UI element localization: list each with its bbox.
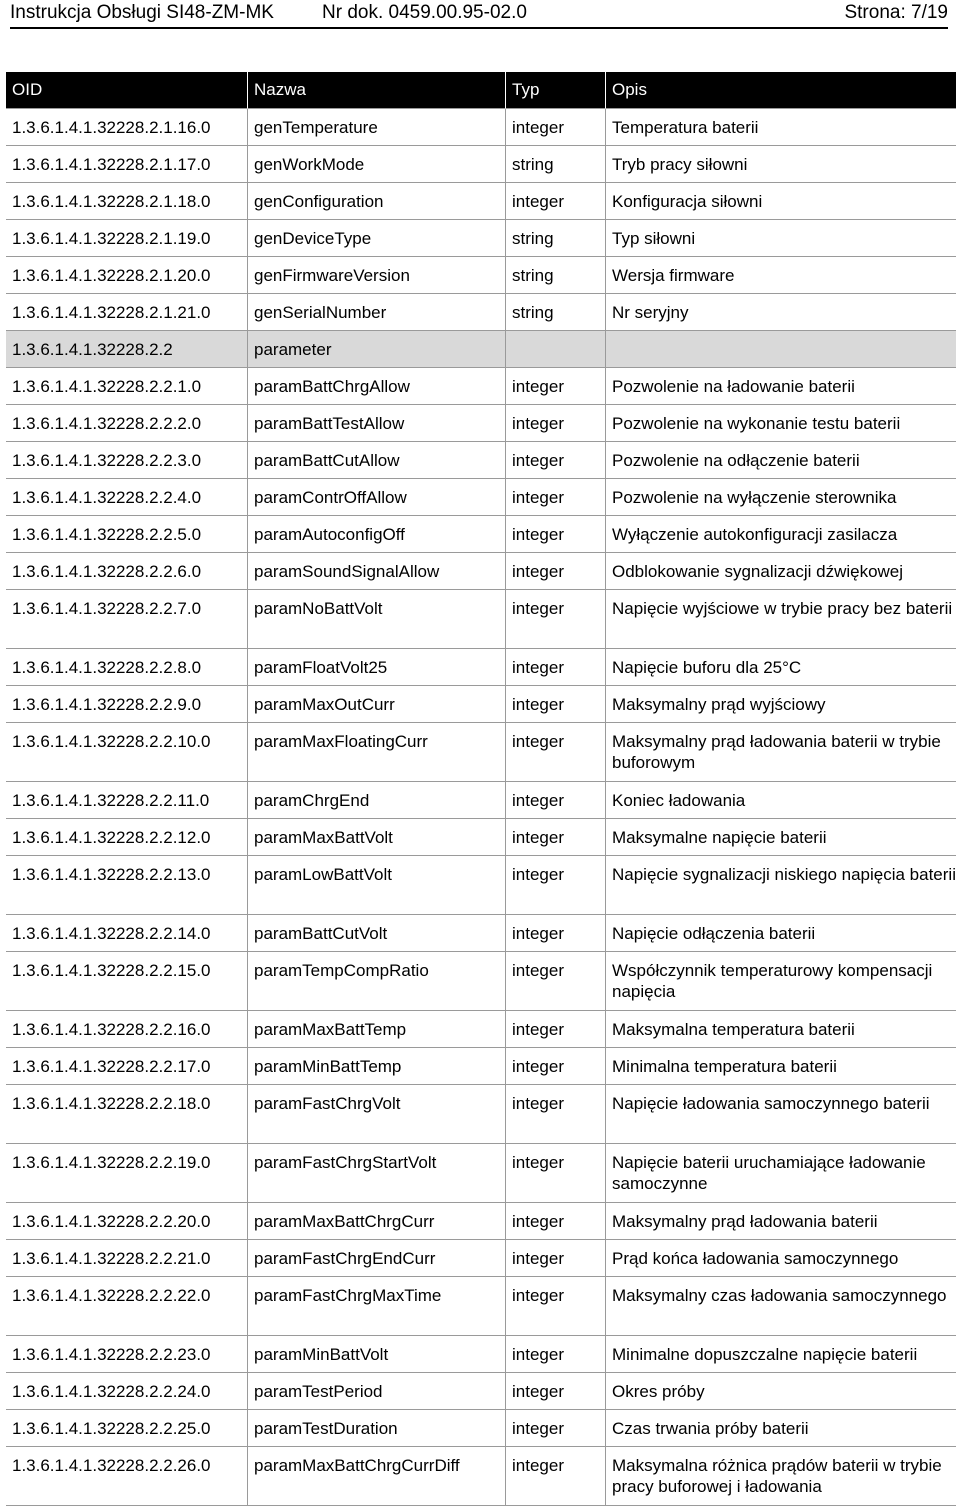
table-row (6, 1085, 956, 1144)
name-cell: paramBattChrgAllow (248, 368, 506, 405)
table-row (6, 1011, 956, 1048)
type-cell: integer (506, 479, 606, 516)
table-row (6, 856, 956, 915)
description-cell: Konfiguracja siłowni (606, 183, 956, 220)
description-cell: Pozwolenie na odłączenie baterii (606, 442, 956, 479)
type-cell: integer (506, 1410, 606, 1447)
column-header-description: Opis (606, 72, 956, 109)
type-cell: integer (506, 856, 606, 915)
oid-cell: 1.3.6.1.4.1.32228.2.2.16.0 (6, 1011, 248, 1048)
table-row (6, 1144, 956, 1203)
table-group-row (6, 331, 956, 368)
oid-cell: 1.3.6.1.4.1.32228.2.2.3.0 (6, 442, 248, 479)
name-cell: paramTestPeriod (248, 1373, 506, 1410)
type-cell: string (506, 257, 606, 294)
oid-cell: 1.3.6.1.4.1.32228.2.2.8.0 (6, 649, 248, 686)
description-cell: Koniec ładowania (606, 782, 956, 819)
type-cell: integer (506, 686, 606, 723)
type-cell: integer (506, 590, 606, 649)
column-header-oid: OID (6, 72, 248, 109)
type-cell: integer (506, 1336, 606, 1373)
type-cell: integer (506, 1240, 606, 1277)
column-header-name: Nazwa (248, 72, 506, 109)
oid-cell: 1.3.6.1.4.1.32228.2.2.25.0 (6, 1410, 248, 1447)
description-cell: Prąd końca ładowania samoczynnego (606, 1240, 956, 1277)
name-cell: parameter (248, 331, 506, 368)
name-cell: paramMinBattVolt (248, 1336, 506, 1373)
oid-cell: 1.3.6.1.4.1.32228.2.2 (6, 331, 248, 368)
type-cell: integer (506, 952, 606, 1011)
description-cell: Maksymalny czas ładowania samoczynnego (606, 1277, 956, 1336)
name-cell: genTemperature (248, 109, 506, 146)
description-cell: Wyłączenie autokonfiguracji zasilacza (606, 516, 956, 553)
oid-cell: 1.3.6.1.4.1.32228.2.2.20.0 (6, 1203, 248, 1240)
name-cell: genConfiguration (248, 183, 506, 220)
type-cell: integer (506, 723, 606, 782)
oid-table (6, 72, 956, 1506)
table-row (6, 686, 956, 723)
description-cell: Napięcie sygnalizacji niskiego napięcia baterii (606, 856, 956, 915)
description-cell: Maksymalna temperatura baterii (606, 1011, 956, 1048)
type-cell: integer (506, 1277, 606, 1336)
oid-cell: 1.3.6.1.4.1.32228.2.2.18.0 (6, 1085, 248, 1144)
name-cell: paramBattCutVolt (248, 915, 506, 952)
table-row (6, 952, 956, 1011)
type-cell: integer (506, 1144, 606, 1203)
oid-cell: 1.3.6.1.4.1.32228.2.1.18.0 (6, 183, 248, 220)
oid-cell: 1.3.6.1.4.1.32228.2.2.22.0 (6, 1277, 248, 1336)
oid-cell: 1.3.6.1.4.1.32228.2.2.9.0 (6, 686, 248, 723)
table-row (6, 1203, 956, 1240)
description-cell: Współczynnik temperaturowy kompensacji napięcia (606, 952, 956, 1011)
type-cell: integer (506, 819, 606, 856)
table-row (6, 146, 956, 183)
page-number: Strona: 7/19 (844, 2, 948, 23)
name-cell: paramMinBattTemp (248, 1048, 506, 1085)
name-cell: paramBattTestAllow (248, 405, 506, 442)
name-cell: paramFastChrgVolt (248, 1085, 506, 1144)
table-header-row (6, 72, 956, 109)
document-number: Nr dok. 0459.00.95-02.0 (322, 2, 527, 23)
oid-cell: 1.3.6.1.4.1.32228.2.2.13.0 (6, 856, 248, 915)
oid-cell: 1.3.6.1.4.1.32228.2.2.19.0 (6, 1144, 248, 1203)
description-cell: Nr seryjny (606, 294, 956, 331)
type-cell: integer (506, 1085, 606, 1144)
type-cell: string (506, 220, 606, 257)
name-cell: paramSoundSignalAllow (248, 553, 506, 590)
type-cell: integer (506, 553, 606, 590)
oid-cell: 1.3.6.1.4.1.32228.2.1.16.0 (6, 109, 248, 146)
description-cell: Napięcie odłączenia baterii (606, 915, 956, 952)
page-header (0, 0, 960, 46)
description-cell: Maksymalna różnica prądów baterii w trybie pracy buforowej i ładowania (606, 1447, 956, 1506)
name-cell: paramTestDuration (248, 1410, 506, 1447)
type-cell (506, 331, 606, 368)
name-cell: paramMaxBattTemp (248, 1011, 506, 1048)
name-cell: genFirmwareVersion (248, 257, 506, 294)
name-cell: paramTempCompRatio (248, 952, 506, 1011)
name-cell: genDeviceType (248, 220, 506, 257)
table-row (6, 183, 956, 220)
oid-cell: 1.3.6.1.4.1.32228.2.2.21.0 (6, 1240, 248, 1277)
table-row (6, 723, 956, 782)
oid-cell: 1.3.6.1.4.1.32228.2.2.23.0 (6, 1336, 248, 1373)
description-cell: Maksymalny prąd ładowania baterii (606, 1203, 956, 1240)
type-cell: integer (506, 516, 606, 553)
table-row (6, 1277, 956, 1336)
table-row (6, 1373, 956, 1410)
header-divider (10, 27, 948, 29)
description-cell: Okres próby (606, 1373, 956, 1410)
description-cell: Napięcie buforu dla 25°C (606, 649, 956, 686)
type-cell: integer (506, 1048, 606, 1085)
name-cell: paramMaxFloatingCurr (248, 723, 506, 782)
description-cell: Minimalna temperatura baterii (606, 1048, 956, 1085)
table-row (6, 405, 956, 442)
table-row (6, 516, 956, 553)
table-row (6, 819, 956, 856)
type-cell: integer (506, 1203, 606, 1240)
type-cell: integer (506, 1447, 606, 1506)
name-cell: genSerialNumber (248, 294, 506, 331)
table-row (6, 1240, 956, 1277)
name-cell: paramMaxBattChrgCurrDiff (248, 1447, 506, 1506)
document-title: Instrukcja Obsługi SI48-ZM-MK (10, 2, 274, 23)
description-cell: Pozwolenie na wykonanie testu baterii (606, 405, 956, 442)
oid-cell: 1.3.6.1.4.1.32228.2.2.17.0 (6, 1048, 248, 1085)
name-cell: paramChrgEnd (248, 782, 506, 819)
name-cell: paramFastChrgEndCurr (248, 1240, 506, 1277)
type-cell: integer (506, 782, 606, 819)
oid-cell: 1.3.6.1.4.1.32228.2.2.10.0 (6, 723, 248, 782)
name-cell: paramNoBattVolt (248, 590, 506, 649)
description-cell: Wersja firmware (606, 257, 956, 294)
oid-cell: 1.3.6.1.4.1.32228.2.2.6.0 (6, 553, 248, 590)
table-row (6, 442, 956, 479)
table-row (6, 1447, 956, 1506)
description-cell: Napięcie wyjściowe w trybie pracy bez baterii (606, 590, 956, 649)
oid-cell: 1.3.6.1.4.1.32228.2.2.24.0 (6, 1373, 248, 1410)
description-cell: Pozwolenie na ładowanie baterii (606, 368, 956, 405)
description-cell: Maksymalny prąd wyjściowy (606, 686, 956, 723)
type-cell: integer (506, 405, 606, 442)
table-row (6, 294, 956, 331)
description-cell: Odblokowanie sygnalizacji dźwiękowej (606, 553, 956, 590)
type-cell: integer (506, 183, 606, 220)
table-row (6, 1048, 956, 1085)
description-cell (606, 331, 956, 368)
description-cell: Tryb pracy siłowni (606, 146, 956, 183)
name-cell: paramMaxOutCurr (248, 686, 506, 723)
type-cell: string (506, 294, 606, 331)
table-row (6, 649, 956, 686)
name-cell: paramMaxBattChrgCurr (248, 1203, 506, 1240)
description-cell: Napięcie baterii uruchamiające ładowanie samoczynne (606, 1144, 956, 1203)
table-row (6, 479, 956, 516)
oid-cell: 1.3.6.1.4.1.32228.2.2.11.0 (6, 782, 248, 819)
table-row (6, 1410, 956, 1447)
oid-cell: 1.3.6.1.4.1.32228.2.2.1.0 (6, 368, 248, 405)
type-cell: integer (506, 109, 606, 146)
oid-cell: 1.3.6.1.4.1.32228.2.2.15.0 (6, 952, 248, 1011)
oid-cell: 1.3.6.1.4.1.32228.2.2.4.0 (6, 479, 248, 516)
table-row (6, 782, 956, 819)
description-cell: Pozwolenie na wyłączenie sterownika (606, 479, 956, 516)
name-cell: paramFastChrgStartVolt (248, 1144, 506, 1203)
table-row (6, 109, 956, 146)
table-body (6, 109, 956, 1506)
description-cell: Czas trwania próby baterii (606, 1410, 956, 1447)
type-cell: integer (506, 442, 606, 479)
oid-cell: 1.3.6.1.4.1.32228.2.2.2.0 (6, 405, 248, 442)
name-cell: paramFastChrgMaxTime (248, 1277, 506, 1336)
table-row (6, 915, 956, 952)
type-cell: integer (506, 915, 606, 952)
table-row (6, 220, 956, 257)
table-row (6, 1336, 956, 1373)
type-cell: string (506, 146, 606, 183)
oid-cell: 1.3.6.1.4.1.32228.2.2.7.0 (6, 590, 248, 649)
type-cell: integer (506, 368, 606, 405)
name-cell: genWorkMode (248, 146, 506, 183)
description-cell: Maksymalne napięcie baterii (606, 819, 956, 856)
description-cell: Typ siłowni (606, 220, 956, 257)
table-row (6, 257, 956, 294)
type-cell: integer (506, 1011, 606, 1048)
name-cell: paramFloatVolt25 (248, 649, 506, 686)
oid-cell: 1.3.6.1.4.1.32228.2.1.19.0 (6, 220, 248, 257)
description-cell: Temperatura baterii (606, 109, 956, 146)
name-cell: paramContrOffAllow (248, 479, 506, 516)
table-row (6, 590, 956, 649)
oid-cell: 1.3.6.1.4.1.32228.2.1.21.0 (6, 294, 248, 331)
oid-cell: 1.3.6.1.4.1.32228.2.2.14.0 (6, 915, 248, 952)
oid-cell: 1.3.6.1.4.1.32228.2.2.12.0 (6, 819, 248, 856)
type-cell: integer (506, 649, 606, 686)
name-cell: paramLowBattVolt (248, 856, 506, 915)
table-row (6, 553, 956, 590)
oid-cell: 1.3.6.1.4.1.32228.2.1.17.0 (6, 146, 248, 183)
oid-cell: 1.3.6.1.4.1.32228.2.2.26.0 (6, 1447, 248, 1506)
name-cell: paramAutoconfigOff (248, 516, 506, 553)
oid-cell: 1.3.6.1.4.1.32228.2.1.20.0 (6, 257, 248, 294)
column-header-type: Typ (506, 72, 606, 109)
description-cell: Napięcie ładowania samoczynnego baterii (606, 1085, 956, 1144)
oid-cell: 1.3.6.1.4.1.32228.2.2.5.0 (6, 516, 248, 553)
description-cell: Maksymalny prąd ładowania baterii w trybie buforowym (606, 723, 956, 782)
description-cell: Minimalne dopuszczalne napięcie baterii (606, 1336, 956, 1373)
table-row (6, 368, 956, 405)
type-cell: integer (506, 1373, 606, 1410)
name-cell: paramMaxBattVolt (248, 819, 506, 856)
name-cell: paramBattCutAllow (248, 442, 506, 479)
